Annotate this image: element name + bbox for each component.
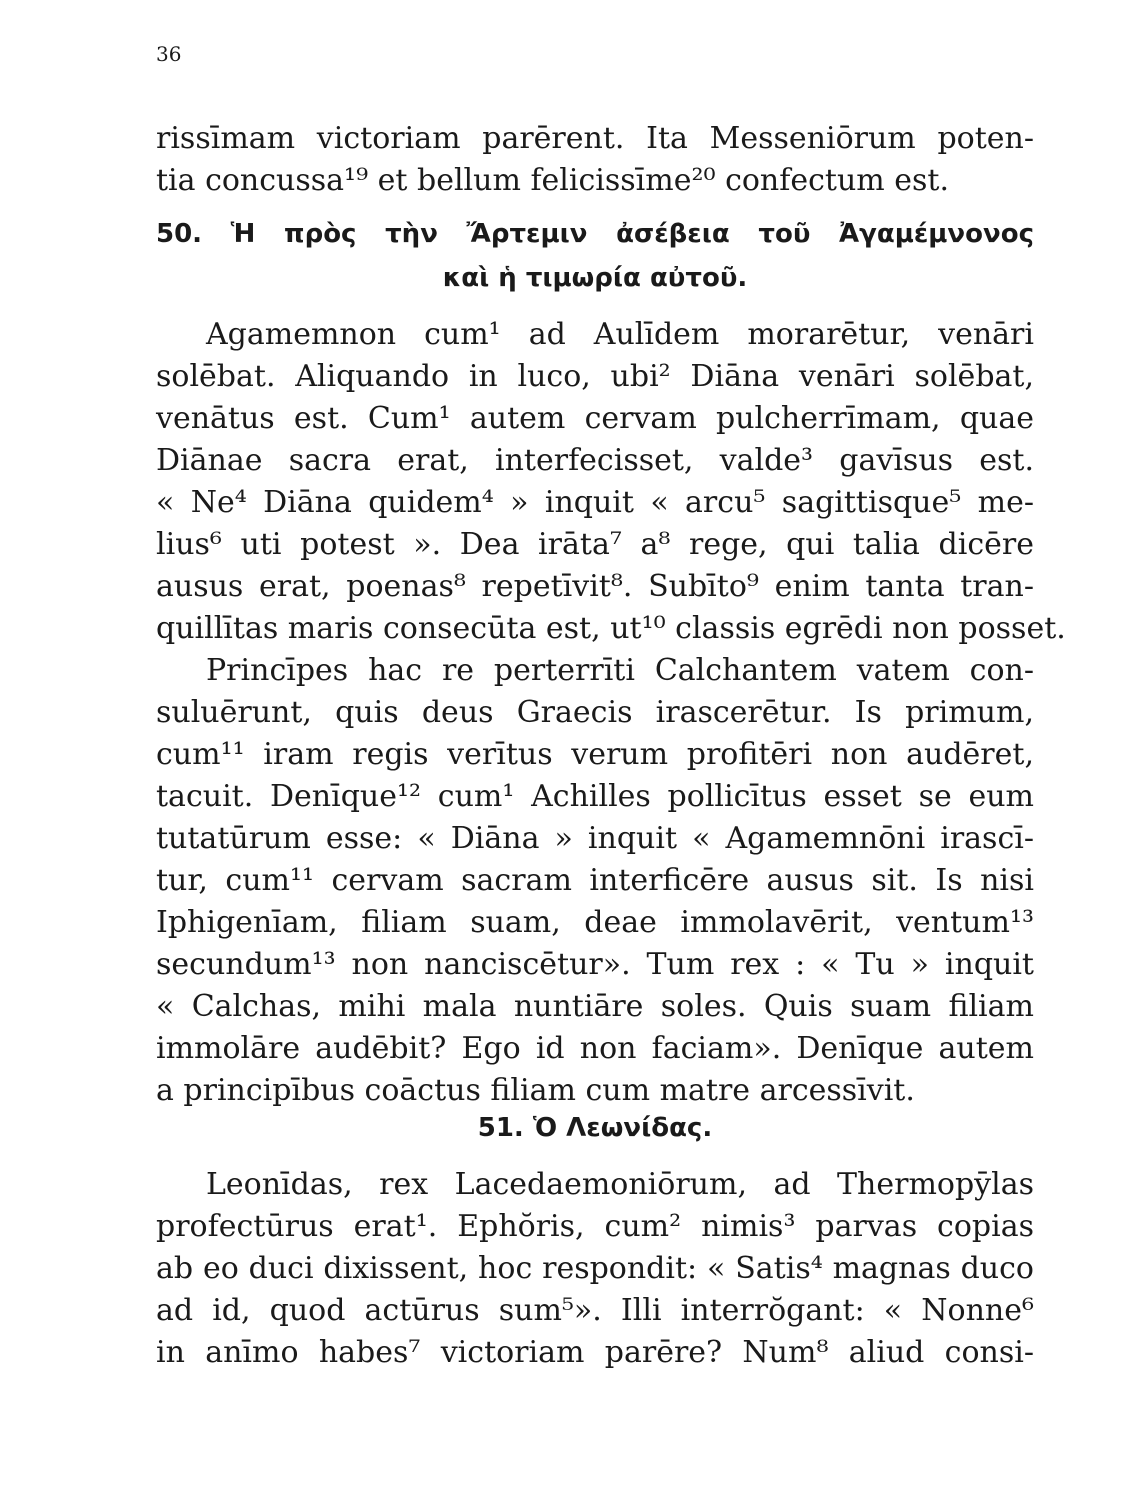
section-50-title-line1: 50. Ἡ πρὸς τὴν Ἄρτεμιν ἀσέβεια τοῦ Ἀγαμέμνονος	[156, 219, 1034, 249]
text-line: tacuit. Denīque¹² cum¹ Achilles pollicītus esset se eum	[156, 779, 1034, 814]
section-51-title: 51. Ὁ Λεωνίδας.	[477, 1113, 713, 1143]
text-line: « Calchas, mihi mala nuntiāre soles. Quis suam filiam	[156, 989, 1034, 1024]
text-line: tur, cum¹¹ cervam sacram interficēre ausus sit. Is nisi	[156, 863, 1034, 898]
intro-paragraph	[156, 118, 1034, 202]
text-line: quillītas maris consecūta est, ut¹⁰ classis egrēdi non posset.	[156, 611, 1066, 646]
text-line: a principībus coāctus filiam cum matre arcessīvit.	[156, 1073, 915, 1108]
section-50-paragraph-2	[156, 650, 1034, 1112]
text-line: Diānae sacra erat, interfecisset, valde³ gavīsus est.	[156, 443, 1034, 478]
text-line: immolāre audēbit? Ego id non faciam». Denīque autem	[156, 1031, 1034, 1066]
section-51-heading	[156, 1106, 1034, 1150]
text-line: Agamemnon cum¹ ad Aulīdem morarētur, venāri	[206, 317, 1034, 352]
text-line: suluērunt, quis deus Graecis irascerētur. Is primum,	[156, 695, 1034, 730]
text-line: tutatūrum esse: « Diāna » inquit « Agamemnōni irascī-	[156, 821, 1034, 856]
text-line: venātus est. Cum¹ autem cervam pulcherrīmam, quae	[156, 401, 1034, 436]
text-line: solēbat. Aliquando in luco, ubi² Diāna venāri solēbat,	[156, 359, 1034, 394]
section-50-heading	[156, 212, 1034, 300]
text-line: rissīmam victoriam parērent. Ita Messeniōrum poten-	[156, 121, 1034, 156]
text-line: lius⁶ uti potest ». Dea irāta⁷ a⁸ rege, qui talia dicēre	[156, 527, 1034, 562]
section-50-paragraph-1	[156, 314, 1066, 650]
text-line: Princīpes hac re perterrīti Calchantem vatem con-	[206, 653, 1034, 688]
text-line: « Ne⁴ Diāna quidem⁴ » inquit « arcu⁵ sagittisque⁵ me-	[156, 485, 1034, 520]
text-line: in anīmo habes⁷ victoriam parēre? Num⁸ aliud consi-	[156, 1335, 1034, 1370]
text-line: Iphigenīam, filiam suam, deae immolavērit, ventum¹³	[156, 905, 1034, 940]
text-line: ausus erat, poenas⁸ repetīvit⁸. Subīto⁹ enim tanta tran-	[156, 569, 1034, 604]
text-line: Leonīdas, rex Lacedaemoniōrum, ad Thermopȳlas	[206, 1167, 1034, 1202]
section-50-title-line2: καὶ ἡ τιμωρία αὐτοῦ.	[442, 263, 748, 293]
text-line: ad id, quod actūrus sum⁵». Illi interrŏgant: « Nonne⁶	[156, 1293, 1034, 1328]
text-line: profectūrus erat¹. Ephŏris, cum² nimis³ parvas copias	[156, 1209, 1034, 1244]
text-line: cum¹¹ iram regis verītus verum profitēri non audēret,	[156, 737, 1034, 772]
section-51-paragraph-1	[156, 1164, 1034, 1374]
page-number: 36	[156, 42, 182, 66]
text-line: ab eo duci dixissent, hoc respondit: « Satis⁴ magnas duco	[156, 1251, 1034, 1286]
text-line: tia concussa¹⁹ et bellum felicissīme²⁰ confectum est.	[156, 163, 950, 198]
text-line: secundum¹³ non nanciscētur». Tum rex : « Tu » inquit	[156, 947, 1034, 982]
